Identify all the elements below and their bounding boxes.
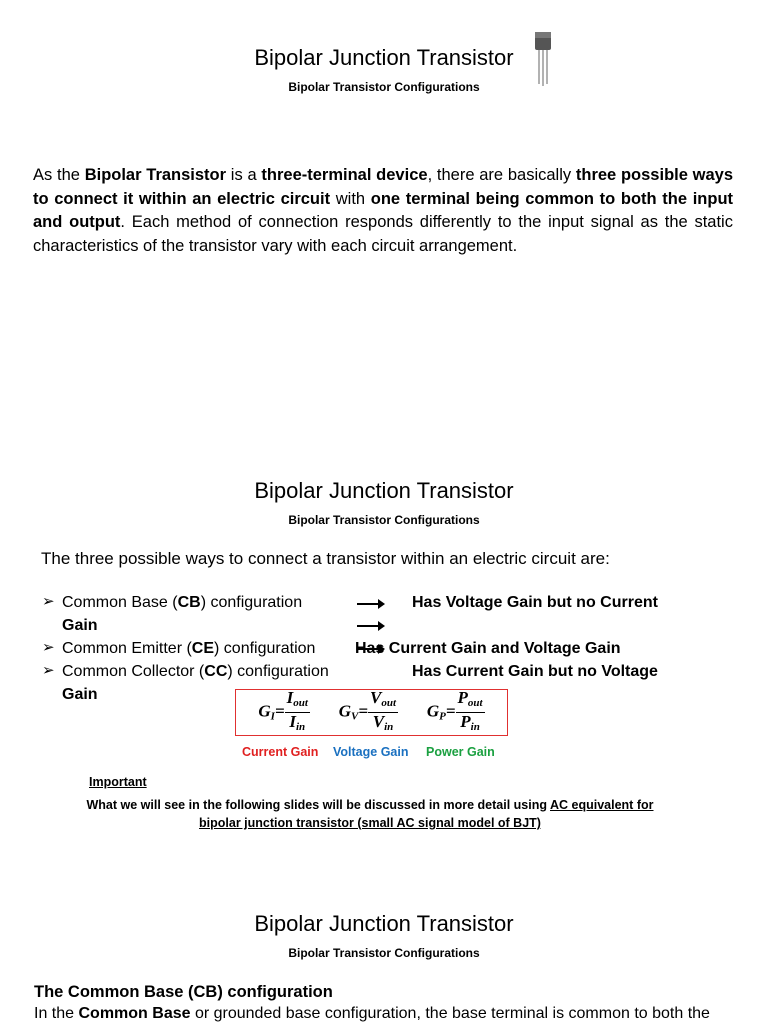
config-cb-gain-cont: Gain [62,617,98,634]
cb-paragraph: In the Common Base or grounded base configuration, the base terminal is common to both the [34,1005,710,1022]
slide-subtitle: Bipolar Transistor Configurations [288,946,480,960]
slide-subtitle: Bipolar Transistor Configurations [288,80,480,94]
arrow-right-icon [357,625,383,627]
ways-intro: The three possible ways to connect a transistor within an electric circuit are: [41,549,610,568]
slide-title: Bipolar Junction Transistor [254,911,514,936]
arrow-bullet-icon: ➢ [42,662,55,679]
config-cc-gain: Has Current Gain but no Voltage [412,663,658,680]
gain-formulas [235,689,508,736]
list-item [42,661,55,680]
current-gain-label: Current Gain [242,745,319,759]
important-text-line2: bipolar junction transistor (small AC signal model of BJT) [199,816,541,830]
transistor-icon [530,30,556,88]
power-gain-label: Power Gain [426,745,495,759]
list-item [42,592,55,611]
config-cb: Common Base (CB) configuration [62,594,303,611]
slide-subtitle: Bipolar Transistor Configurations [288,513,480,527]
cb-heading: The Common Base (CB) configuration [34,983,333,1001]
arrow-bullet-icon: ➢ [42,593,55,610]
config-ce-gain: Has Current Gain and Voltage Gain [355,640,621,657]
config-cc: Common Collector (CC) configuration [62,663,329,680]
arrow-bullet-icon: ➢ [42,639,55,656]
config-cc-gain-cont: Gain [62,686,98,703]
slide-title: Bipolar Junction Transistor [254,45,514,70]
voltage-gain-formula: $G_V=$ $\frac{V_{out}}{V_{in}}$ [338,688,397,733]
config-cb-gain: Has Voltage Gain but no Current [412,594,658,611]
power-gain-formula: $G_P=$ $\frac{P_{out}}{P_{in}}$ [426,688,483,733]
arrow-right-icon [357,603,383,605]
config-ce: Common Emitter (CE) configuration [62,640,316,657]
list-item [42,638,55,657]
slide-title: Bipolar Junction Transistor [254,478,514,503]
voltage-gain-label: Voltage Gain [333,745,409,759]
intro-paragraph: As the Bipolar Transistor is a three-terminal device, there are basically three possible ways to connect it within an electric circuit with one terminal being common to both the input and output. Each method of connection responds differently to the input signal as the static characteristics of the transistor vary with each circuit arrangement. [33,166,734,255]
important-label: Important [89,775,147,789]
current-gain-formula: $G_I=$ $\frac{I_{out}}{I_{in}}$ [258,688,308,733]
important-text: What we will see in the following slides will be discussed in more detail using AC equivalent for [86,798,654,812]
